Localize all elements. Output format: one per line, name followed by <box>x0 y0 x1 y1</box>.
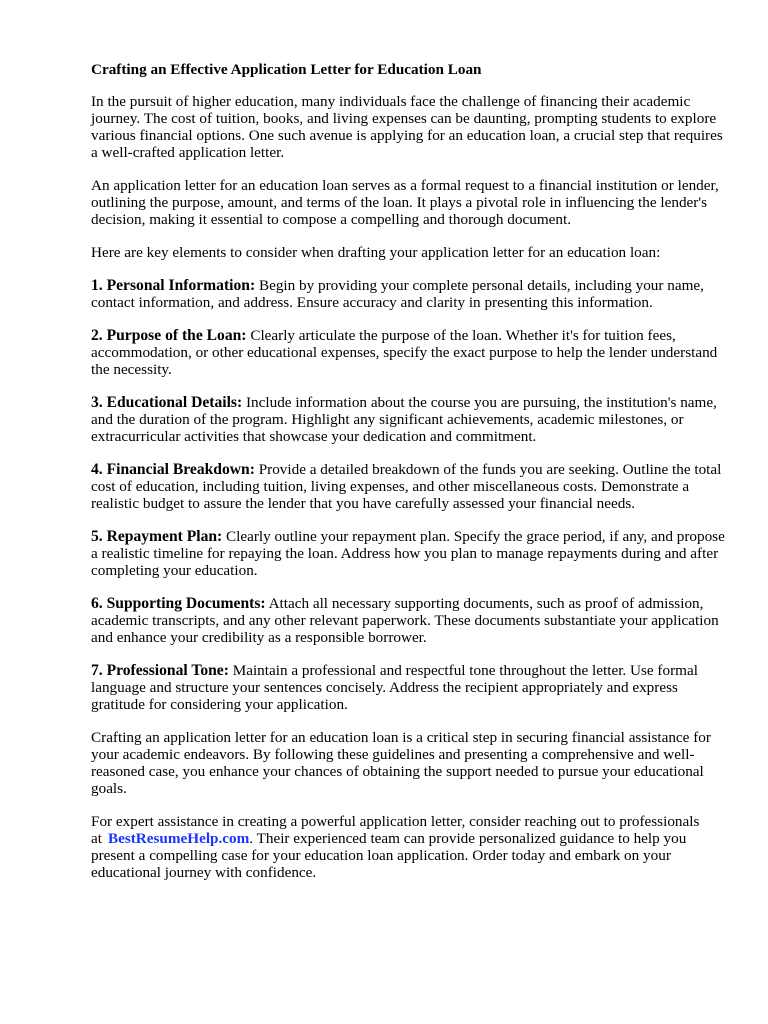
cta-text-after: . Their experienced team can provide personalized guidance to help you present a compelling case for your education loan application. Order today and embark on your educational journey with confidence. <box>91 830 687 881</box>
point-text: Clearly articulate the purpose of the loan. Whether it's for tuition fees, accommodation, or other educational expenses, specify the exact purpose to help the lender understand the necessity. <box>91 327 718 378</box>
list-item <box>91 461 731 512</box>
point-text: Clearly outline your repayment plan. Specify the grace period, if any, and propose a realistic timeline for repaying the loan. Address how you plan to manage repayments during and after completing your education. <box>91 528 725 579</box>
conclusion-paragraph: Crafting an application letter for an education loan is a critical step in securing financial assistance for your academic endeavors. By following these guidelines and presenting a comprehensive and well-reasoned case, you enhance your chances of obtaining the support needed to pursue your educational goals. <box>91 729 711 797</box>
document-page <box>91 61 731 897</box>
key-elements-list <box>91 277 731 713</box>
point-text: Provide a detailed breakdown of the funds you are seeking. Outline the total cost of education, including tuition, living expenses, and other miscellaneous costs. Demonstrate a realistic budget to assure the lender that you have carefully assessed your financial needs. <box>91 461 722 512</box>
cta-paragraph <box>91 813 731 881</box>
bestresumehelp-link[interactable]: BestResumeHelp.com <box>107 830 250 847</box>
point-heading: 3. Educational Details: <box>91 394 243 411</box>
point-heading: 4. Financial Breakdown: <box>91 461 255 478</box>
intro-paragraph-3: Here are key elements to consider when drafting your application letter for an education loan: <box>91 244 661 261</box>
point-heading: 6. Supporting Documents: <box>91 595 266 612</box>
point-text: Begin by providing your complete personal details, including your name, contact information, and address. Ensure accuracy and clarity in presenting this information. <box>91 277 704 311</box>
cta-text-before: For expert assistance in creating a powerful application letter, consider reaching out to professionals at <box>91 813 700 847</box>
point-heading: 5. Repayment Plan: <box>91 528 223 545</box>
point-heading: 1. Personal Information: <box>91 277 256 294</box>
point-text: Include information about the course you are pursuing, the institution's name, and the duration of the program. Highlight any significant achievements, academic milestones, or extracurricular activities that showcase your dedication and commitment. <box>91 394 717 445</box>
list-item <box>91 327 731 378</box>
point-text: Maintain a professional and respectful tone throughout the letter. Use formal language and structure your sentences concisely. Address the recipient appropriately and express gratitude for considering your application. <box>91 662 698 713</box>
intro-paragraph-2: An application letter for an education loan serves as a formal request to a financial institution or lender, outlining the purpose, amount, and terms of the loan. It plays a pivotal role in influencing the lender's decision, making it essential to compose a compelling and thorough document. <box>91 177 719 228</box>
point-heading: 7. Professional Tone: <box>91 662 229 679</box>
list-item <box>91 595 731 646</box>
list-item <box>91 394 731 445</box>
point-text: Attach all necessary supporting documents, such as proof of admission, academic transcripts, and any other relevant paperwork. These documents substantiate your application and enhance your credibility as a responsible borrower. <box>91 595 719 646</box>
document-title: Crafting an Effective Application Letter for Education Loan <box>91 61 482 78</box>
list-item <box>91 277 731 311</box>
list-item <box>91 528 731 579</box>
point-heading: 2. Purpose of the Loan: <box>91 327 247 344</box>
intro-paragraph-1: In the pursuit of higher education, many individuals face the challenge of financing their academic journey. The cost of tuition, books, and living expenses can be daunting, prompting students to explore various financial options. One such avenue is applying for an education loan, a crucial step that requires a well-crafted application letter. <box>91 93 723 161</box>
list-item <box>91 662 731 713</box>
